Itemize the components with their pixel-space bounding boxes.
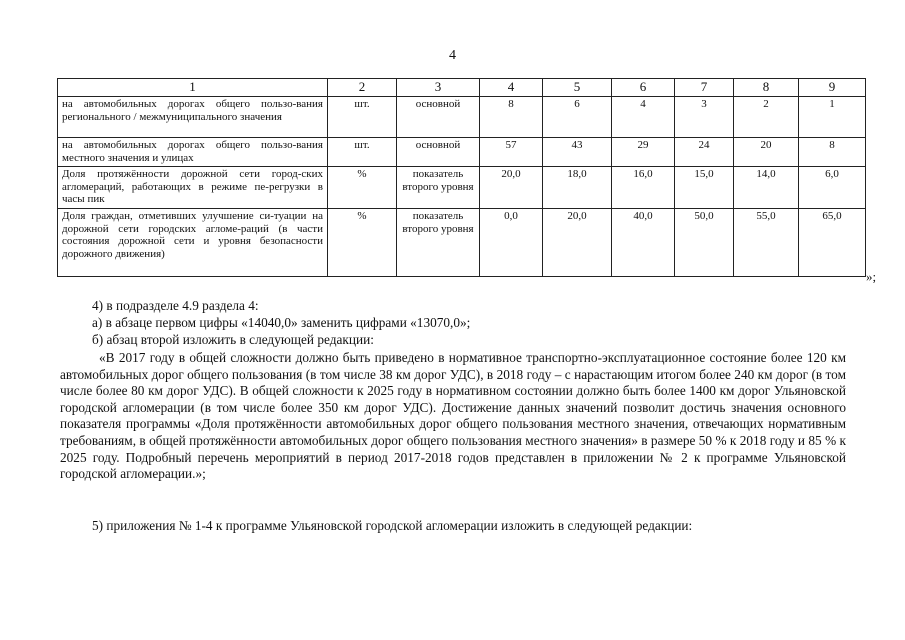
value-cell: 4 [612, 97, 675, 138]
value-cell: 20 [734, 138, 799, 167]
item-a-text: а) в абзаце первом цифры «14040,0» заменить цифрами «13070,0»; [92, 315, 471, 330]
item-4-text: 4) в подразделе 4.9 раздела 4: [92, 298, 259, 313]
table-row [58, 209, 866, 277]
table-row [58, 138, 866, 167]
value-cell: 20,0 [480, 167, 543, 209]
value-cell: 18,0 [543, 167, 612, 209]
value-cell: 2 [734, 97, 799, 138]
header-cell: 7 [675, 79, 734, 97]
header-cell: 9 [799, 79, 866, 97]
value-cell: 40,0 [612, 209, 675, 277]
table-row [58, 167, 866, 209]
unit-cell: % [328, 209, 397, 277]
item-a [92, 315, 846, 332]
value-cell: 50,0 [675, 209, 734, 277]
page-number: 4 [449, 48, 456, 63]
value-cell: 15,0 [675, 167, 734, 209]
header-cell: 6 [612, 79, 675, 97]
value-cell: 43 [543, 138, 612, 167]
item-b [92, 332, 846, 349]
indicator-name: Доля протяжённости дорожной сети город-ских агломераций, работающих в режиме пе-регрузки в часы пик [58, 167, 328, 209]
value-cell: 29 [612, 138, 675, 167]
type-cell: основной [397, 97, 480, 138]
quoted-paragraph-text: «В 2017 году в общей сложности должно быть приведено в нормативное транспортно-эксплуатационное состояние более 120 км автомобильных дорог общего пользования (в том числе 38 км дорог УДС), в 2018 году – с нарастающим итогом более 240 км дорог (в том числе более 80 км дорог УДС). В общей сложности к 2025 году в нормативном состоянии должно быть более 1400 км дорог Ульяновской городской агломерации (в том числе более 350 км дорог УДС). Достижение данных значений позволит достичь значения основного показателя программы «Доля протяжённости автомобильных дорог общего пользования местного значения, отвечающих нормативным требованиям, в общей протяжённости автомобильных дорог общего пользования местного значения» в размере 50 % к 2018 году и 85 % к 2025 году. Подробный перечень мероприятий в период 2017-2018 годов представлен в приложении № 2 к программе Ульяновской городской агломерации.»; [60, 350, 846, 482]
header-cell: 3 [397, 79, 480, 97]
type-cell: основной [397, 138, 480, 167]
value-cell: 0,0 [480, 209, 543, 277]
item-5-text: 5) приложения № 1-4 к программе Ульяновской городской агломерации изложить в следующей редакции: [92, 518, 693, 533]
indicators-table [57, 78, 866, 277]
table-row [58, 97, 866, 138]
indicator-name: на автомобильных дорогах общего пользо-вания регионального / межмуниципального значения [58, 97, 328, 138]
value-cell: 20,0 [543, 209, 612, 277]
value-cell: 8 [480, 97, 543, 138]
value-cell: 3 [675, 97, 734, 138]
value-cell: 6 [543, 97, 612, 138]
unit-cell: шт. [328, 138, 397, 167]
value-cell: 55,0 [734, 209, 799, 277]
item-b-text: б) абзац второй изложить в следующей редакции: [92, 332, 374, 347]
value-cell: 16,0 [612, 167, 675, 209]
indicator-name: Доля граждан, отметивших улучшение си-туации на дорожной сети городских агломе-раций (в части состояния дорожной сети и уровня безопасности дорожного движения) [58, 209, 328, 277]
header-cell: 2 [328, 79, 397, 97]
indicator-name: на автомобильных дорогах общего пользо-вания местного значения и улицах [58, 138, 328, 167]
value-cell: 8 [799, 138, 866, 167]
unit-cell: шт. [328, 97, 397, 138]
type-cell: показатель второго уровня [397, 209, 480, 277]
item-4 [92, 298, 846, 315]
value-cell: 6,0 [799, 167, 866, 209]
value-cell: 57 [480, 138, 543, 167]
table-header-row [58, 79, 866, 97]
header-cell: 1 [58, 79, 328, 97]
header-cell: 4 [480, 79, 543, 97]
quoted-paragraph [60, 350, 846, 483]
header-cell: 5 [543, 79, 612, 97]
value-cell: 1 [799, 97, 866, 138]
unit-cell: % [328, 167, 397, 209]
type-cell: показатель второго уровня [397, 167, 480, 209]
closing-quote-mark: »; [866, 269, 877, 284]
value-cell: 65,0 [799, 209, 866, 277]
value-cell: 24 [675, 138, 734, 167]
item-5 [92, 518, 846, 535]
value-cell: 14,0 [734, 167, 799, 209]
header-cell: 8 [734, 79, 799, 97]
